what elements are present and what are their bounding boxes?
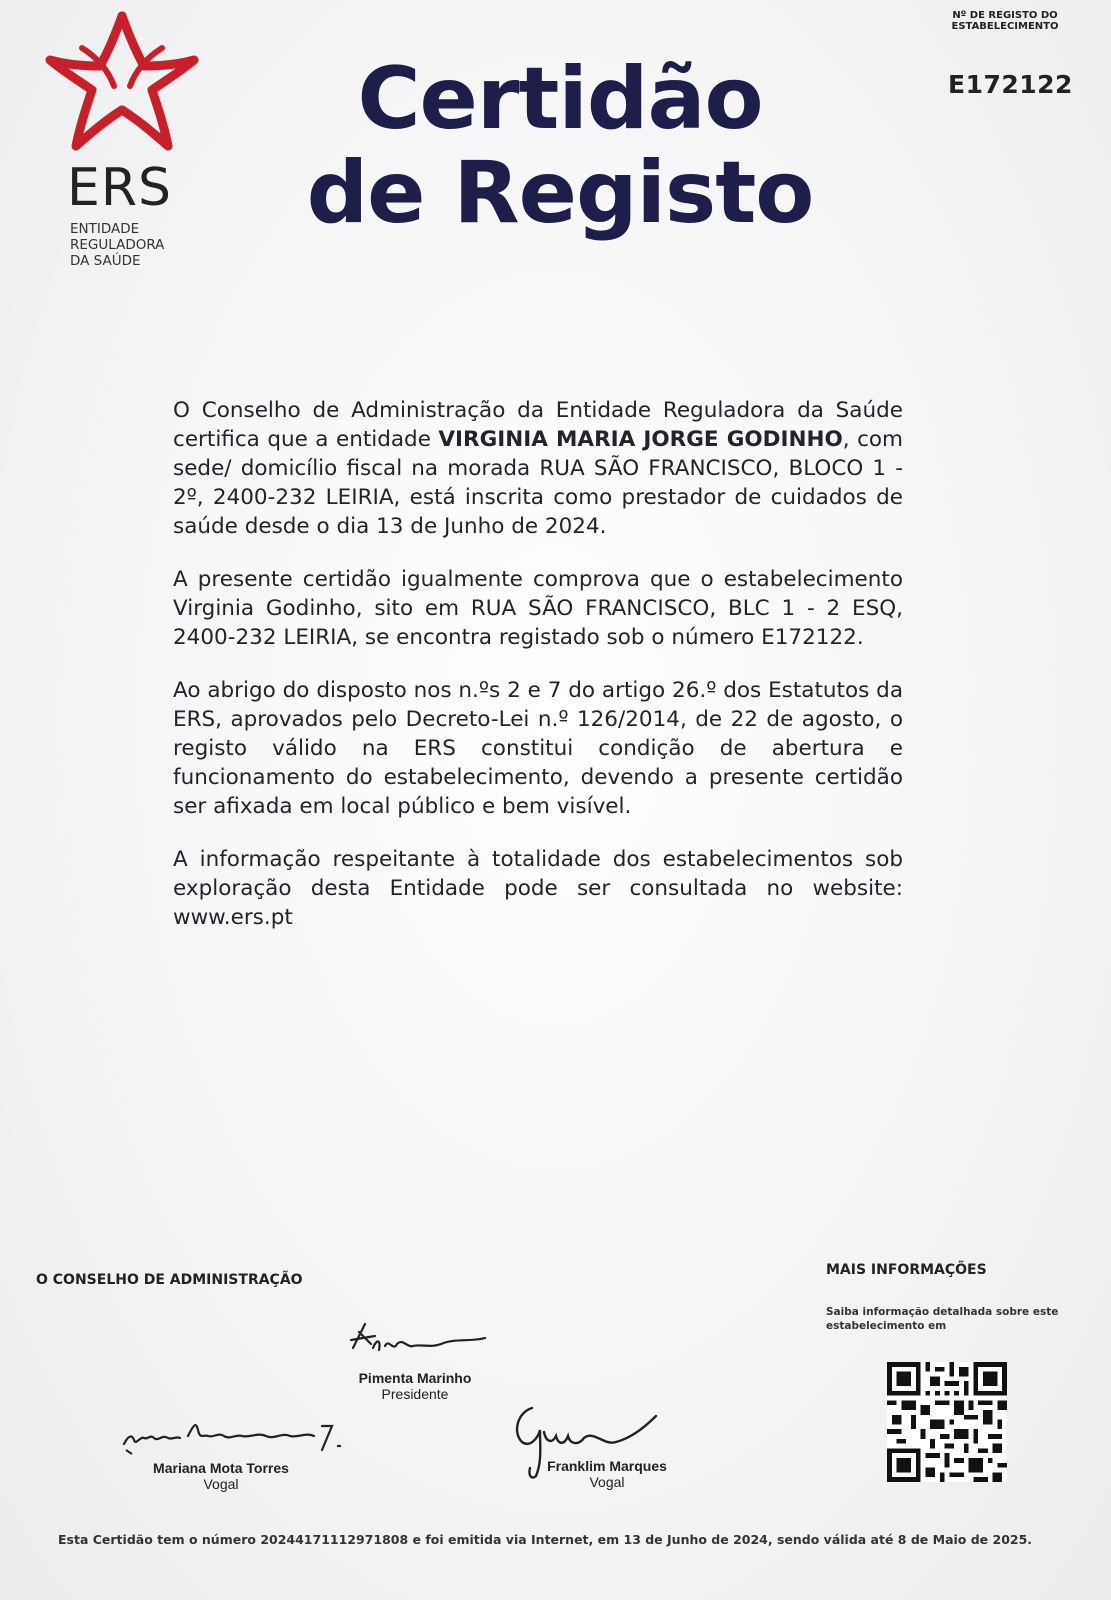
signatory-role: Vogal xyxy=(589,1474,625,1490)
signatory-vogal-2 xyxy=(532,1458,682,1490)
board-title: O CONSELHO DE ADMINISTRAÇÃO xyxy=(36,1272,303,1288)
paragraph-entity xyxy=(173,396,903,541)
certificate-body xyxy=(173,396,903,956)
logo-subtitle xyxy=(70,221,220,269)
document-title xyxy=(300,49,820,243)
signatory-name: Mariana Mota Torres xyxy=(153,1460,289,1476)
signatory-president xyxy=(345,1370,485,1402)
signatory-role: Presidente xyxy=(381,1386,449,1402)
paragraph-establishment: A presente certidão igualmente comprova que o estabelecimento Virginia Godinho, sito em RUA SÃO FRANCISCO, BLC 1 - 2 ESQ, 2400-232 LEIRIA, se encontra registado sob o número E172122. xyxy=(173,567,903,650)
paragraph-text: O Conselho de Administração da Entidade Reguladora da Saúde certifica que a entidade xyxy=(173,398,903,452)
signatory-name: Pimenta Marinho xyxy=(358,1370,472,1386)
entity-name: VIRGINIA MARIA JORGE GODINHO xyxy=(438,427,843,452)
paragraph-website: A informação respeitante à totalidade dos estabelecimentos sob exploração desta Entidade pode ser consultada no website: www.ers.pt xyxy=(173,847,903,930)
logo-subtitle-line: ENTIDADE xyxy=(70,221,140,237)
title-line-1: Certidão xyxy=(357,49,763,149)
signature-president xyxy=(345,1318,495,1368)
registration-label: Nº DE REGISTO DO ESTABELECIMENTO xyxy=(951,10,1059,32)
signatory-role: Vogal xyxy=(203,1476,239,1492)
title-line-2: de Registo xyxy=(306,143,814,243)
signature-vogal-1 xyxy=(118,1410,358,1460)
more-info-title: MAIS INFORMAÇÕES xyxy=(826,1262,987,1278)
paragraph-text: , com sede/ domicílio fiscal na morada RUA SÃO FRANCISCO, BLOCO 1 - 2º, 2400-232 LEIRIA, está inscrita como prestador de cuidados de saúde desde o dia 13 de Junho de 2024. xyxy=(173,427,903,539)
qr-code-icon[interactable] xyxy=(884,1362,1010,1482)
registration-number: E172122 xyxy=(948,70,1073,99)
signatory-name: Franklim Marques xyxy=(547,1458,667,1474)
more-info-text: Saiba informação detalhada sobre este estabelecimento em xyxy=(826,1306,1059,1332)
logo-subtitle-line: REGULADORA xyxy=(70,237,165,253)
footer-note: Esta Certidão tem o número 20244171112971808 e foi emitida via Internet, em 13 de Junho de 2024, sendo válida até 8 de Maio de 2025. xyxy=(58,1532,1033,1547)
ers-star-icon xyxy=(42,8,202,158)
logo-acronym: ERS xyxy=(67,158,172,218)
logo-subtitle-line: DA SAÚDE xyxy=(70,253,141,269)
signatory-vogal-1 xyxy=(136,1460,306,1492)
ers-logo xyxy=(42,8,212,278)
paragraph-legal: Ao abrigo do disposto nos n.ºs 2 e 7 do artigo 26.º dos Estatutos da ERS, aprovados pelo Decreto-Lei n.º 126/2014, de 22 de agosto, o registo válido na ERS constitui condição de abertura e funcionamento do estabelecimento, devendo a presente certidão ser afixada em local público e bem visível. xyxy=(173,678,903,819)
